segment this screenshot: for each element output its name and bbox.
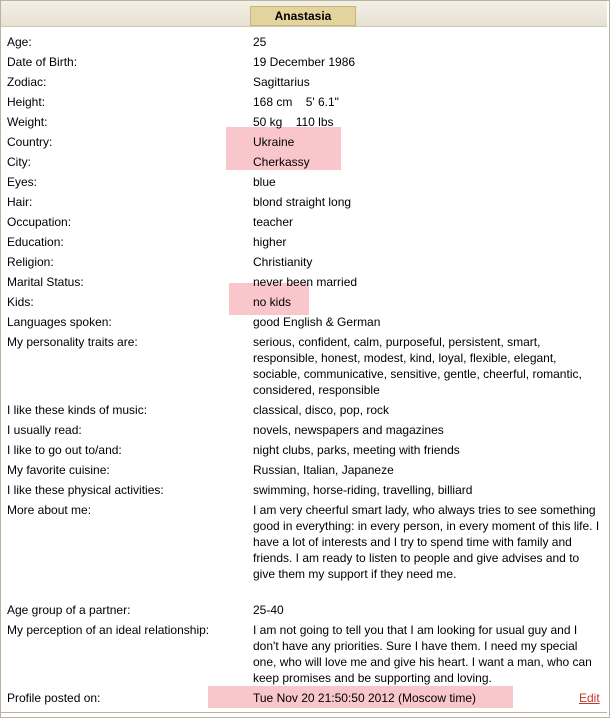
- row-label: Age:: [7, 35, 32, 49]
- row-label: Zodiac:: [7, 75, 47, 89]
- profile-name-tab: Anastasia: [250, 6, 356, 26]
- row-value: blue: [253, 175, 276, 189]
- row-label: Height:: [7, 95, 46, 109]
- row-value: novels, newspapers and magazines: [253, 423, 444, 437]
- row-label: My personality traits are:: [7, 335, 138, 349]
- row-label: More about me:: [7, 503, 92, 517]
- row-value: night clubs, parks, meeting with friends: [253, 443, 460, 457]
- row-label: I usually read:: [7, 423, 82, 437]
- row-label: My favorite cuisine:: [7, 463, 110, 477]
- row-label: Age group of a partner:: [7, 603, 131, 617]
- row-value: never been married: [253, 275, 358, 289]
- row-label: Education:: [7, 235, 64, 249]
- row-label: Religion:: [7, 255, 54, 269]
- row-label: Profile posted on:: [7, 691, 101, 705]
- row-value: Cherkassy: [253, 155, 310, 169]
- row-value: classical, disco, pop, rock: [253, 403, 390, 417]
- edit-link[interactable]: Edit: [579, 691, 600, 705]
- row-value: 25: [253, 35, 267, 49]
- row-label: Eyes:: [7, 175, 38, 189]
- row-label: I like these physical activities:: [7, 483, 164, 497]
- row-value: good English & German: [253, 315, 381, 329]
- row-label: I like to go out to/and:: [7, 443, 122, 457]
- row-label: I like these kinds of music:: [7, 403, 148, 417]
- row-label: My perception of an ideal relationship:: [7, 623, 210, 637]
- row-value: Christianity: [253, 255, 313, 269]
- row-value: I am not going to tell you that I am looking for usual guy and I don't have any priorities. Sure I have them. I need my special one, who will love me and give his heart. I want a man, who can keep promises and be supporting and loving.: [253, 623, 592, 685]
- row-label: Kids:: [7, 295, 34, 309]
- row-value: Russian, Italian, Japaneze: [253, 463, 394, 477]
- row-value: 25-40: [253, 603, 284, 617]
- row-value: 168 cm 5' 6.1": [253, 95, 339, 109]
- row-value: blond straight long: [253, 195, 352, 209]
- row-label: Marital Status:: [7, 275, 84, 289]
- row-value: swimming, horse-riding, travelling, billiard: [253, 483, 473, 497]
- row-value: I am very cheerful smart lady, who always tries to see something good in everything: in every person, in every moment of this life. I have a lot of interests and I try to spend time with family and friends. I am ready to listen to people and give advises and to give them my support if they need me.: [253, 503, 600, 581]
- row-label: Date of Birth:: [7, 55, 78, 69]
- row-value: Ukraine: [253, 135, 295, 149]
- row-value: Sagittarius: [253, 75, 310, 89]
- row-label: Weight:: [7, 115, 48, 129]
- row-value: higher: [253, 235, 287, 249]
- row-value: 19 December 1986: [253, 55, 356, 69]
- bottom-divider: [1, 712, 607, 713]
- row-value: serious, confident, calm, purposeful, persistent, smart, responsible, honest, modest, kind, loyal, flexible, elegant, sociable, communicative, sensitive, gentle, cheerful, romantic, considered, responsible: [253, 335, 582, 397]
- row-value: 50 kg 110 lbs: [253, 115, 334, 129]
- row-value: teacher: [253, 215, 294, 229]
- row-label: Languages spoken:: [7, 315, 112, 329]
- row-label: City:: [7, 155, 31, 169]
- row-value: Tue Nov 20 21:50:50 2012 (Moscow time): [253, 691, 477, 705]
- row-value: no kids: [253, 295, 292, 309]
- profile-header: [1, 1, 607, 27]
- row-label: Hair:: [7, 195, 33, 209]
- row-label: Occupation:: [7, 215, 72, 229]
- row-label: Country:: [7, 135, 53, 149]
